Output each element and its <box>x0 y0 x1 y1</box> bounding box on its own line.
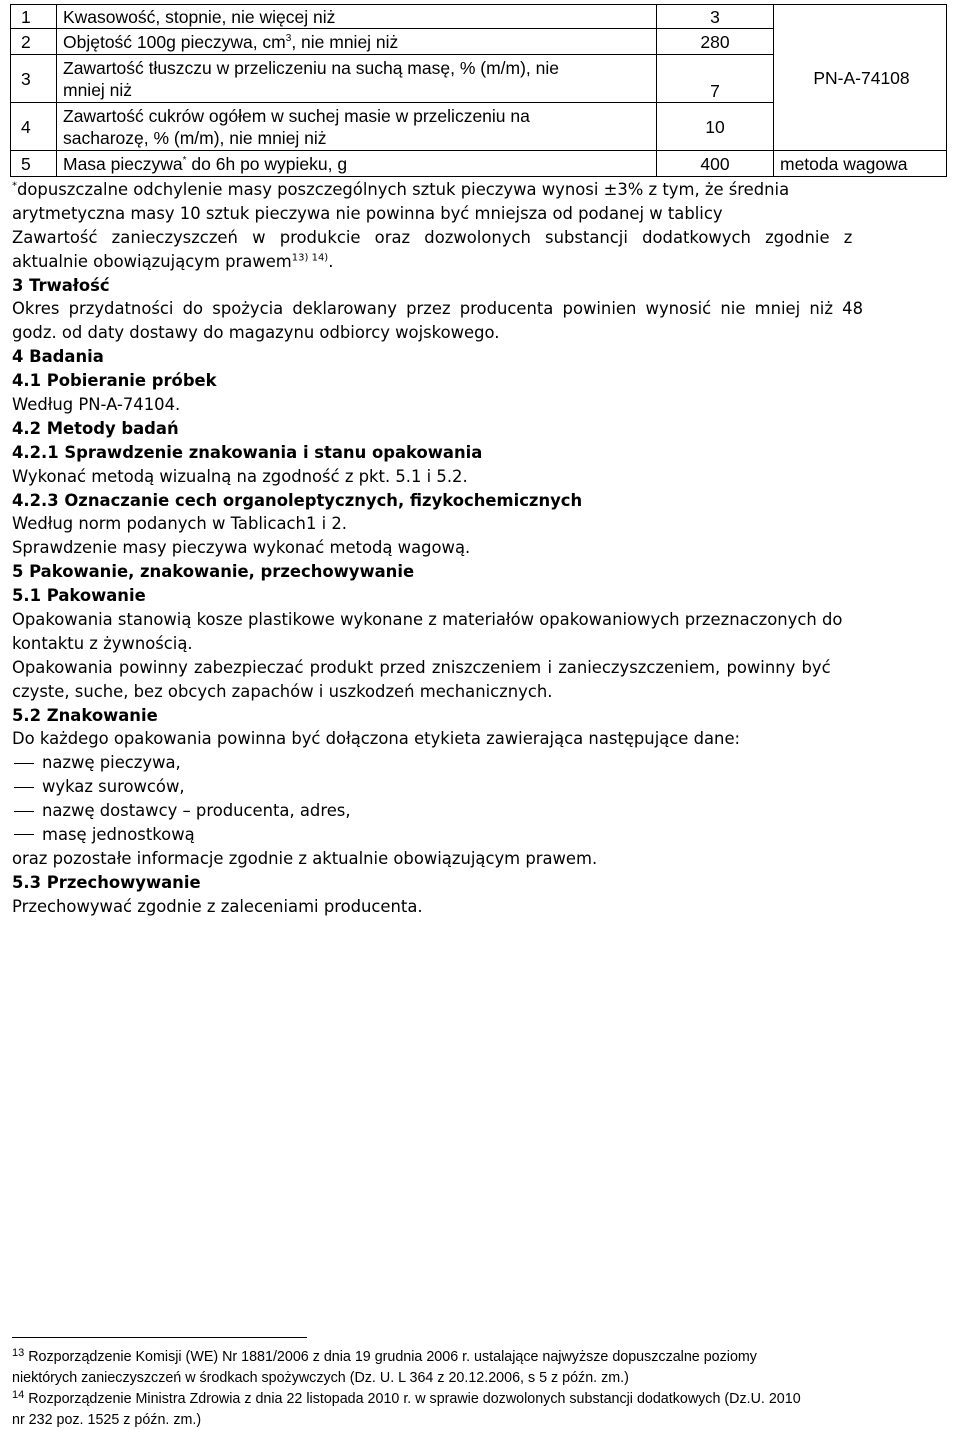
storage-text: Przechowywać zgodnie z zaleceniami producenta. <box>12 896 423 916</box>
packaging-protection-text: Opakowania powinny zabezpieczać produkt przed zniszczeniem i zanieczyszczeniem, powinny być <box>12 657 831 677</box>
mass-check-text: Sprawdzenie masy pieczywa wykonać metodą wagową. <box>12 538 471 558</box>
shelf-life-text-cont: godz. od daty dostawy do magazynu odbiorcy wojskowego. <box>12 323 500 343</box>
section-heading-5-3: 5.3 Przechowywanie <box>12 872 201 892</box>
document-body <box>12 178 944 919</box>
contaminants-text: Zawartość zanieczyszczeń w produkcie oraz dozwolonych substancji dodatkowych zgodnie z <box>12 227 853 247</box>
footnote-13: $^{13}$ Rozporządzenie Komisji (WE) Nr 1881/2006 z dnia 19 grudnia 2006 r. ustalające najwyższe dopuszczalne poziomy <box>12 1347 757 1365</box>
row-number: 5 <box>11 151 57 177</box>
section-heading-3: 3 Trwałość <box>12 275 110 295</box>
row-value: 10 <box>657 103 774 151</box>
row-number: 4 <box>11 103 57 151</box>
row-description: Kwasowość, stopnie, nie więcej niż <box>57 5 657 29</box>
section-heading-4-1: 4.1 Pobieranie próbek <box>12 371 217 391</box>
section-heading-5-1: 5.1 Pakowanie <box>12 586 146 606</box>
labeling-check-text: Wykonać metodą wizualną na zgodność z pkt. 5.1 i 5.2. <box>12 466 468 486</box>
contaminants-text-cont: aktualnie obowiązującym prawem$^{13) 14)}$. <box>12 251 334 271</box>
footnote-separator <box>12 1337 307 1338</box>
list-item: masę jednostkową <box>12 823 944 847</box>
dash-bullet-icon <box>14 811 34 812</box>
section-heading-5-2: 5.2 Znakowanie <box>12 705 158 725</box>
list-item: wykaz surowców, <box>12 775 944 799</box>
weight-note-cont: arytmetyczna masy 10 sztuk pieczywa nie powinna być mniejsza od podanej w tablicy <box>12 203 723 223</box>
section-heading-4-2: 4.2 Metody badań <box>12 418 179 438</box>
row-description: Objętość 100g pieczywa, $cm^3$, nie mniej niż <box>57 29 657 55</box>
method-group-cell <box>774 5 947 151</box>
list-item: nazwę dostawcy – producenta, adres, <box>12 799 944 823</box>
row-value: 7 <box>657 55 774 103</box>
footnotes <box>12 1347 948 1431</box>
shelf-life-text: Okres przydatności do spożycia deklarowany przez producenta powinien wynosić nie mniej niż 48 <box>12 299 863 319</box>
sampling-text: Według PN-A-74104. <box>12 395 181 415</box>
table-row <box>11 151 947 177</box>
packaging-text: Opakowania stanowią kosze plastikowe wykonane z materiałów opakowaniowych przeznaczonych do <box>12 610 843 630</box>
method-standard: PN-A-74108 <box>813 67 910 88</box>
label-outro-text: oraz pozostałe informacje zgodnie z aktualnie obowiązującym prawem. <box>12 848 598 868</box>
row-description: Zawartość cukrów ogółem w suchej masie w przeliczeniu na sacharozę, % (m/m), nie mniej niż <box>57 103 657 151</box>
row-method: metoda wagowa <box>774 151 947 177</box>
dash-bullet-icon <box>14 834 34 835</box>
table-row <box>11 5 947 29</box>
row-value: 3 <box>657 5 774 29</box>
dash-bullet-icon <box>14 763 34 764</box>
row-value: 400 <box>657 151 774 177</box>
packaging-protection-text-cont: czyste, suche, bez obcych zapachów i uszkodzeń mechanicznych. <box>12 681 553 701</box>
section-heading-4-2-3: 4.2.3 Oznaczanie cech organoleptycznych, fizykochemicznych <box>12 490 583 510</box>
row-number: 3 <box>11 55 57 103</box>
section-heading-4-2-1: 4.2.1 Sprawdzenie znakowania i stanu opakowania <box>12 442 483 462</box>
section-heading-5: 5 Pakowanie, znakowanie, przechowywanie <box>12 562 415 582</box>
footnote-14-cont: nr 232 poz. 1525 z późn. zm.) <box>12 1412 202 1428</box>
label-intro-text: Do każdego opakowania powinna być dołączona etykieta zawierająca następujące dane: <box>12 729 741 749</box>
row-number: 2 <box>11 29 57 55</box>
row-value: 280 <box>657 29 774 55</box>
row-description: Masa pieczywa* do 6h po wypieku, g <box>57 151 657 177</box>
organoleptic-text: Według norm podanych w Tablicach1 i 2. <box>12 514 347 534</box>
dash-bullet-icon <box>14 787 34 788</box>
footnote-13-cont: niektórych zanieczyszczeń w środkach spożywczych (Dz. U. L 364 z 20.12.2006, s 5 z późn. zm.) <box>12 1370 629 1386</box>
row-number: 1 <box>11 5 57 29</box>
section-heading-4: 4 Badania <box>12 347 104 367</box>
footnote-14: $^{14}$ Rozporządzenie Ministra Zdrowia z dnia 22 listopada 2010 r. w sprawie dozwolonych substancji dodatkowych (Dz.U. 2010 <box>12 1389 801 1407</box>
row-description: Zawartość tłuszczu w przeliczeniu na suchą masę, % (m/m), nie mniej niż <box>57 55 657 103</box>
requirements-table <box>10 4 947 177</box>
list-item: nazwę pieczywa, <box>12 751 944 775</box>
packaging-text-cont: kontaktu z żywnością. <box>12 633 193 653</box>
weight-note: *dopuszczalne odchylenie masy poszczególnych sztuk pieczywa wynosi ±3% z tym, że średnia <box>12 180 790 199</box>
